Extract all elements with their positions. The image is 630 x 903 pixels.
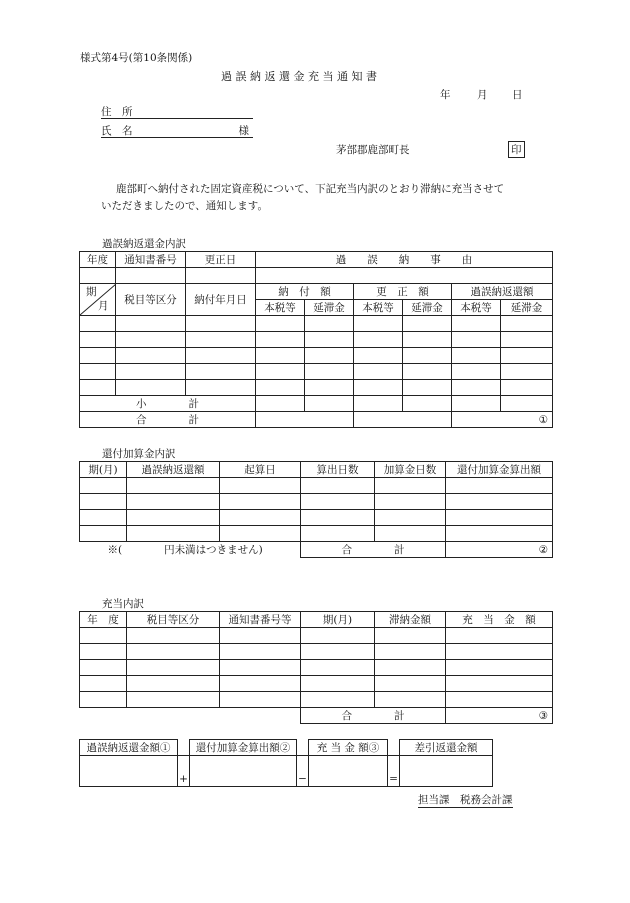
equals-sign: = [388, 756, 400, 787]
tsuki-label: 月 [98, 300, 109, 312]
sub-entai-2: 延滞金 [403, 300, 452, 316]
sama-text: 様 [238, 125, 249, 137]
date-year: 年 [440, 89, 451, 101]
col-kisanbi: 起算日 [220, 462, 301, 478]
circle-2-mark: ② [446, 542, 553, 558]
col-kosei: 更 正 額 [354, 284, 452, 300]
address-label: 住 所 [101, 106, 133, 118]
col-zeimoku: 税目等区分 [116, 284, 186, 316]
shokei-label: 小 計 [80, 396, 256, 412]
allocation-heading: 充当内訳 [102, 598, 144, 610]
summary-table [79, 739, 493, 787]
addition-table [79, 461, 553, 558]
yen-note: ※( 円未満はつきません) [80, 542, 301, 558]
table-row [80, 332, 553, 348]
footer-dept: 担当課 税務会計課 [418, 794, 513, 806]
refund-table [79, 251, 553, 428]
table-row [80, 526, 553, 542]
table-row [80, 380, 553, 396]
col-sanshutsu: 算出日数 [301, 462, 375, 478]
sub-entai-1: 延滞金 [305, 300, 354, 316]
body-text-1: 鹿部町へ納付された固定資産税について、下記充当内訳のとおり滞納に充当させて [116, 183, 505, 195]
date-month: 月 [477, 89, 488, 101]
plus-sign: + [178, 756, 190, 787]
summary-kago-value [80, 756, 178, 787]
table-row [80, 660, 553, 676]
col-tsuchi-2: 通知書番号等 [220, 612, 301, 628]
refund-heading: 過誤納返還金内訳 [102, 238, 186, 250]
table-row [80, 628, 553, 644]
table-row [80, 316, 553, 332]
allocation-table [79, 611, 553, 724]
col-nendo: 年度 [80, 252, 116, 268]
col-nofu: 納 付 額 [256, 284, 354, 300]
table-row [80, 644, 553, 660]
summary-jutou-value [309, 756, 388, 787]
col-jutou: 充 当 金 額 [446, 612, 553, 628]
col-nofubi: 納付年月日 [186, 284, 256, 316]
sub-honzei-3: 本税等 [452, 300, 501, 316]
seal-mark: 印 [508, 141, 525, 158]
col-kanpu-kasankin: 還付加算金算出額 [446, 462, 553, 478]
col-kigetsu-2: 期(月) [301, 612, 375, 628]
summary-sashihiki-header: 差引返還金額 [400, 740, 493, 756]
minus-sign: − [297, 756, 309, 787]
summary-kasankin-header: 還付加算金算出額② [190, 740, 297, 756]
col-kago-gaku: 過誤納返還額 [127, 462, 220, 478]
col-jiyu: 過 誤 納 事 由 [256, 252, 553, 268]
circle-1-mark: ① [452, 412, 553, 428]
issuer: 茅部郡鹿部町長 [336, 144, 410, 156]
sub-entai-3: 延滞金 [501, 300, 553, 316]
summary-sashihiki-value [400, 756, 493, 787]
name-line [101, 123, 253, 138]
table-row [80, 510, 553, 526]
col-nendo-2: 年 度 [80, 612, 127, 628]
allocation-gokei: 合 計 [301, 708, 446, 724]
addition-gokei: 合 計 [301, 542, 446, 558]
name-label: 氏 名 [101, 125, 133, 137]
addition-heading: 還付加算金内訳 [102, 448, 176, 460]
table-row [80, 364, 553, 380]
table-row [80, 676, 553, 692]
col-zeimoku-2: 税目等区分 [127, 612, 220, 628]
col-kasankin-nissu: 加算金日数 [375, 462, 446, 478]
table-row [80, 692, 553, 708]
address-line [101, 104, 253, 119]
ki-label: 期 [86, 286, 97, 298]
summary-kago-header: 過誤納返還金額① [80, 740, 178, 756]
body-text-2: いただきましたので、通知します。 [101, 200, 268, 212]
table-row [80, 348, 553, 364]
sub-honzei-2: 本税等 [354, 300, 403, 316]
col-tainou: 滞納金額 [375, 612, 446, 628]
summary-kasankin-value [190, 756, 297, 787]
table-row [80, 494, 553, 510]
col-kago: 過誤納返還額 [452, 284, 553, 300]
ki-tsuki-cell [80, 284, 116, 316]
page-title: 過 誤 納 返 還 金 充 当 通 知 書 [221, 70, 377, 83]
circle-3-mark: ③ [446, 708, 553, 724]
col-kigetsu: 期(月) [80, 462, 127, 478]
sub-honzei-1: 本税等 [256, 300, 305, 316]
table-row [80, 478, 553, 494]
date-day: 日 [512, 89, 523, 101]
summary-jutou-header: 充 当 金 額③ [309, 740, 388, 756]
col-tsuchi: 通知書番号 [116, 252, 186, 268]
col-kosei-date: 更正日 [186, 252, 256, 268]
form-number: 様式第4号(第10条関係) [80, 52, 193, 64]
gokei-label: 合 計 [80, 412, 256, 428]
